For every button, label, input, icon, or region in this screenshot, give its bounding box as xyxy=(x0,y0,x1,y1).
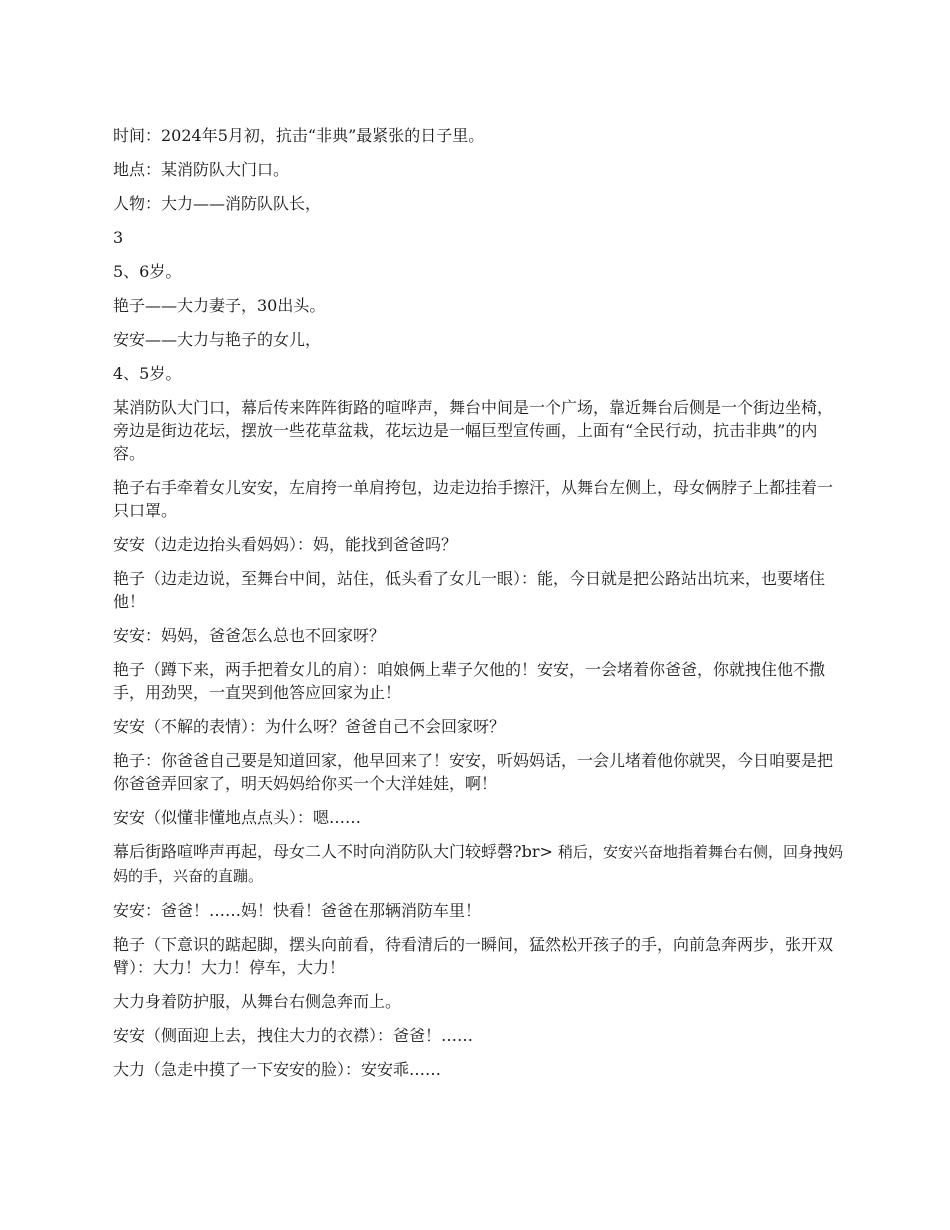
paragraph-dialogue: 艳子（下意识的踮起脚，摆头向前看，待看清后的一瞬间，猛然松开孩子的手，向前急奔两步，张开双臂）：大力！大力！停车，大力！ xyxy=(113,935,834,977)
paragraph-stage-direction: 艳子右手牵着女儿安安，左肩挎一单肩挎包，边走边抬手擦汗，从舞台左侧上，母女俩脖子上都挂着一只口罩。 xyxy=(113,478,834,520)
paragraph-dialogue: 大力（急走中摸了一下安安的脸）：安安乖…… xyxy=(113,1060,442,1079)
paragraph-characters: 人物：大力——消防队队长， xyxy=(113,194,322,213)
document-body xyxy=(113,124,843,1092)
paragraph-dialogue: 安安（似懂非懂地点点头）：嗯…… xyxy=(113,808,362,827)
paragraph-fragment: 4、5岁。 xyxy=(113,364,182,383)
paragraph-dialogue: 安安（不解的表情）：为什么呀？爸爸自己不会回家呀？ xyxy=(113,717,506,736)
paragraph-stage-direction xyxy=(113,840,843,888)
paragraph-time: 时间：2024年5月初，抗击“非典”最紧张的日子里。 xyxy=(113,126,485,145)
paragraph-text-tail: 稍后，安安兴奋地指着舞台右侧，回身拽妈妈的手，兴奋的直蹦。 xyxy=(113,843,843,885)
paragraph-dialogue: 艳子（边走边说，至舞台中间，站住，低头看了女儿一眼）：能，今日就是把公路站出坑来，也要堵住他！ xyxy=(113,569,826,611)
paragraph-stage-setting: 某消防队大门口，幕后传来阵阵街路的喧哗声，舞台中间是一个广场，靠近舞台后侧是一个街边坐椅，旁边是街边花坛，摆放一些花草盆栽，花坛边是一幅巨型宣传画，上面有“全民行动，抗击非典”的内容。 xyxy=(113,398,834,463)
paragraph-dialogue: 安安：爸爸！……妈！快看！爸爸在那辆消防车里！ xyxy=(113,901,482,920)
paragraph-dialogue: 安安：妈妈，爸爸怎么总也不回家呀？ xyxy=(113,626,386,645)
paragraph-stage-direction: 大力身着防护服，从舞台右侧急奔而上。 xyxy=(113,992,402,1011)
paragraph-dialogue: 安安（边走边抬头看妈妈）：妈，能找到爸爸吗？ xyxy=(113,535,458,554)
paragraph-dialogue: 艳子（蹲下来，两手把着女儿的肩）：咱娘俩上辈子欠他的！安安，一会堵着你爸爸，你就拽住他不撒手，用劲哭，一直哭到他答应回家为止！ xyxy=(113,660,826,702)
paragraph-location: 地点：某消防队大门口。 xyxy=(113,160,290,179)
paragraph-fragment: 5、6岁。 xyxy=(113,262,182,281)
paragraph-text-head: 幕后街路喧哗声再起，母女二人不时向消防队大门较蜉磬?br> xyxy=(113,842,553,861)
paragraph-character-anan: 安安——大力与艳子的女儿， xyxy=(113,330,322,349)
paragraph-dialogue: 艳子：你爸爸自己要是知道回家，他早回来了！安安，听妈妈话，一会儿堵着他你就哭，今日咱要是把你爸爸弄回家了，明天妈妈给你买一个大洋娃娃，啊！ xyxy=(113,751,834,793)
paragraph-fragment: 3 xyxy=(113,228,124,247)
paragraph-character-yanzi: 艳子——大力妻子，30出头。 xyxy=(113,296,326,315)
paragraph-dialogue: 安安（侧面迎上去，拽住大力的衣襟）：爸爸！…… xyxy=(113,1026,474,1045)
